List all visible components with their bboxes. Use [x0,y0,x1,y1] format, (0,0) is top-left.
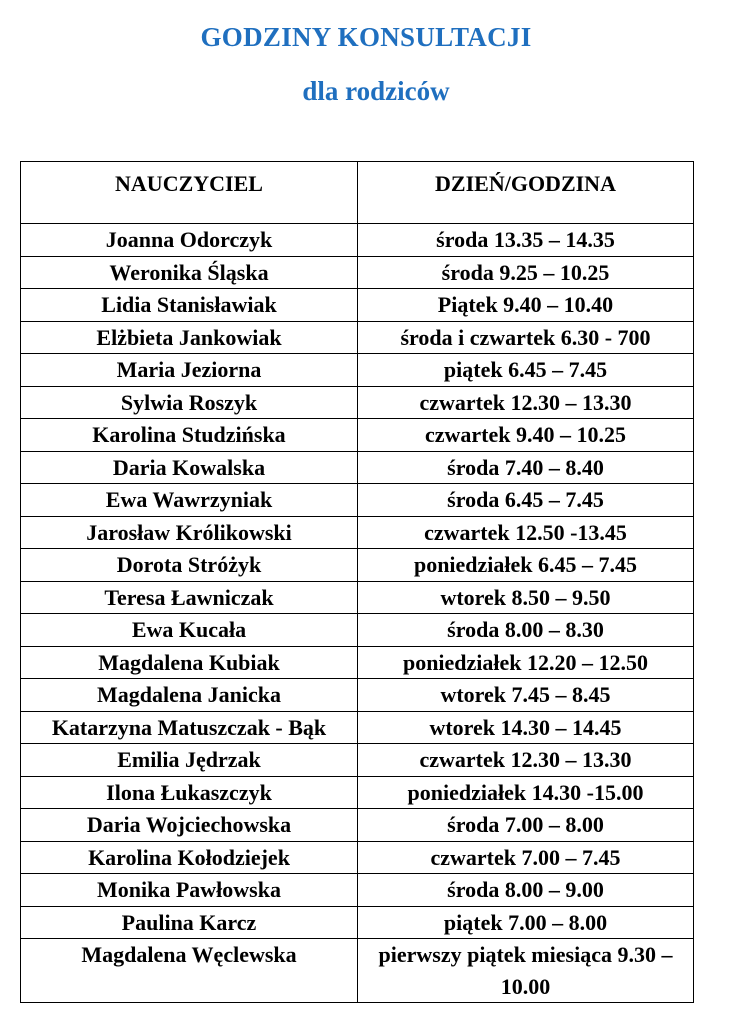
teacher-name-cell: Monika Pawłowska [21,874,358,907]
teacher-name-cell: Dorota Stróżyk [21,549,358,582]
day-time-cell: czwartek 12.50 -13.45 [358,516,694,549]
day-time-cell: Piątek 9.40 – 10.40 [358,289,694,322]
table-row [21,256,694,289]
day-time-cell: poniedziałek 12.20 – 12.50 [358,646,694,679]
day-time-cell: poniedziałek 6.45 – 7.45 [358,549,694,582]
teacher-name-cell: Jarosław Królikowski [21,516,358,549]
table-row [21,516,694,549]
day-time-cell: wtorek 7.45 – 8.45 [358,679,694,712]
teacher-name-cell: Emilia Jędrzak [21,744,358,777]
table-row [21,809,694,842]
teacher-name-cell: Magdalena Janicka [21,679,358,712]
day-time-cell: wtorek 14.30 – 14.45 [358,711,694,744]
teacher-name-cell: Sylwia Roszyk [21,386,358,419]
teacher-name-cell: Maria Jeziorna [21,354,358,387]
teacher-name-cell: Karolina Studzińska [21,419,358,452]
column-header-teacher: NAUCZYCIEL [21,162,358,224]
table-row [21,614,694,647]
table-row [21,874,694,907]
page-subtitle: dla rodziców [302,76,450,106]
day-time-cell: środa 7.00 – 8.00 [358,809,694,842]
table-row [21,321,694,354]
day-time-cell: środa 8.00 – 8.30 [358,614,694,647]
teacher-name-cell: Paulina Karcz [21,906,358,939]
teacher-name-cell: Daria Kowalska [21,451,358,484]
day-time-cell: piątek 6.45 – 7.45 [358,354,694,387]
table-header-row [21,162,694,224]
day-time-cell: środa i czwartek 6.30 - 700 [358,321,694,354]
table-row [21,841,694,874]
teacher-name-cell: Elżbieta Jankowiak [21,321,358,354]
teacher-name-cell: Ewa Wawrzyniak [21,484,358,517]
table-row [21,679,694,712]
day-time-cell: pierwszy piątek miesiąca 9.30 – 10.00 [358,939,694,1003]
table-row [21,386,694,419]
day-time-cell: środa 7.40 – 8.40 [358,451,694,484]
teacher-name-cell: Magdalena Kubiak [21,646,358,679]
table-row [21,776,694,809]
teacher-name-cell: Lidia Stanisławiak [21,289,358,322]
table-row [21,581,694,614]
table-row [21,549,694,582]
day-time-cell: środa 9.25 – 10.25 [358,256,694,289]
teacher-name-cell: Ilona Łukaszczyk [21,776,358,809]
teacher-name-cell: Ewa Kucała [21,614,358,647]
column-header-day-time: DZIEŃ/GODZINA [358,162,694,224]
day-time-cell: czwartek 7.00 – 7.45 [358,841,694,874]
table-row [21,711,694,744]
day-time-cell: czwartek 12.30 – 13.30 [358,744,694,777]
day-time-cell: poniedziałek 14.30 -15.00 [358,776,694,809]
day-time-cell: czwartek 9.40 – 10.25 [358,419,694,452]
table-row [21,451,694,484]
teacher-name-cell: Teresa Ławniczak [21,581,358,614]
table-row [21,646,694,679]
teacher-name-cell: Magdalena Węclewska [21,939,358,1003]
day-time-cell: środa 6.45 – 7.45 [358,484,694,517]
teacher-name-cell: Katarzyna Matuszczak - Bąk [21,711,358,744]
table-row [21,484,694,517]
day-time-cell: czwartek 12.30 – 13.30 [358,386,694,419]
teacher-name-cell: Joanna Odorczyk [21,224,358,257]
table-row [21,906,694,939]
teacher-name-cell: Daria Wojciechowska [21,809,358,842]
day-time-cell: piątek 7.00 – 8.00 [358,906,694,939]
page-title: GODZINY KONSULTACJI [200,22,532,52]
table-row [21,939,694,1003]
consultation-table [20,161,694,1003]
teacher-name-cell: Weronika Śląska [21,256,358,289]
teacher-name-cell: Karolina Kołodziejek [21,841,358,874]
table-row [21,354,694,387]
table-row [21,419,694,452]
table-row [21,289,694,322]
table-row [21,744,694,777]
day-time-cell: środa 13.35 – 14.35 [358,224,694,257]
day-time-cell: wtorek 8.50 – 9.50 [358,581,694,614]
table-row [21,224,694,257]
day-time-cell: środa 8.00 – 9.00 [358,874,694,907]
